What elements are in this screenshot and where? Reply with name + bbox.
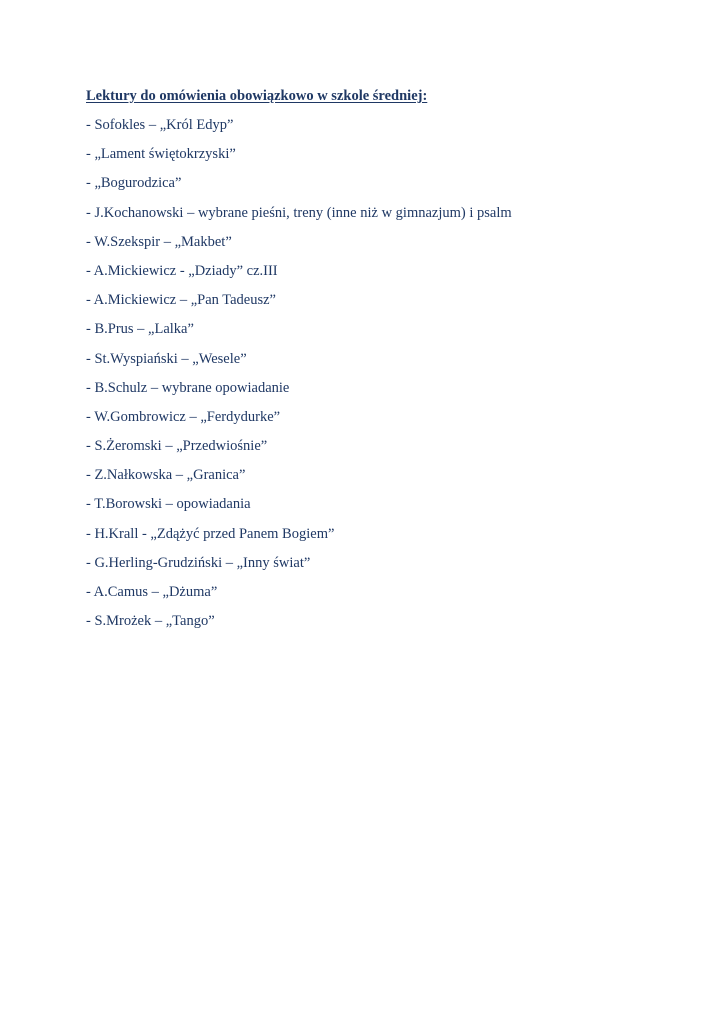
list-item: - Z.Nałkowska – „Granica” — [86, 467, 246, 484]
list-item: - G.Herling-Grudziński – „Inny świat” — [86, 554, 311, 571]
list-item: - B.Prus – „Lalka” — [86, 321, 194, 338]
list-item: - J.Kochanowski – wybrane pieśni, treny (inne niż w gimnazjum) i psalm — [86, 204, 512, 221]
list-item: - H.Krall - „Zdążyć przed Panem Bogiem” — [86, 525, 335, 542]
list-item: - A.Camus – „Dżuma” — [86, 584, 218, 600]
list-item: - B.Schulz – wybrane opowiadanie — [86, 379, 290, 396]
reading-list — [86, 115, 686, 631]
list-item: - A.Mickiewicz – „Pan Tadeusz” — [86, 292, 276, 309]
document-content — [86, 86, 686, 640]
list-item: - A.Mickiewicz - „Dziady” cz.III — [86, 262, 278, 279]
list-item: - Sofokles – „Król Edyp” — [86, 117, 234, 133]
list-item: - S.Żeromski – „Przedwiośnie” — [86, 438, 268, 455]
list-item: - T.Borowski – opowiadania — [86, 496, 251, 513]
list-item: - W.Szekspir – „Makbet” — [86, 233, 232, 250]
document-heading: Lektury do omówienia obowiązkowo w szkole średniej: — [86, 88, 428, 104]
list-item: - „Bogurodzica” — [86, 175, 182, 192]
list-item: - „Lament świętokrzyski” — [86, 146, 236, 163]
list-item: - W.Gombrowicz – „Ferdydurke” — [86, 408, 281, 425]
list-item: - St.Wyspiański – „Wesele” — [86, 350, 247, 367]
list-item: - S.Mrożek – „Tango” — [86, 613, 215, 630]
